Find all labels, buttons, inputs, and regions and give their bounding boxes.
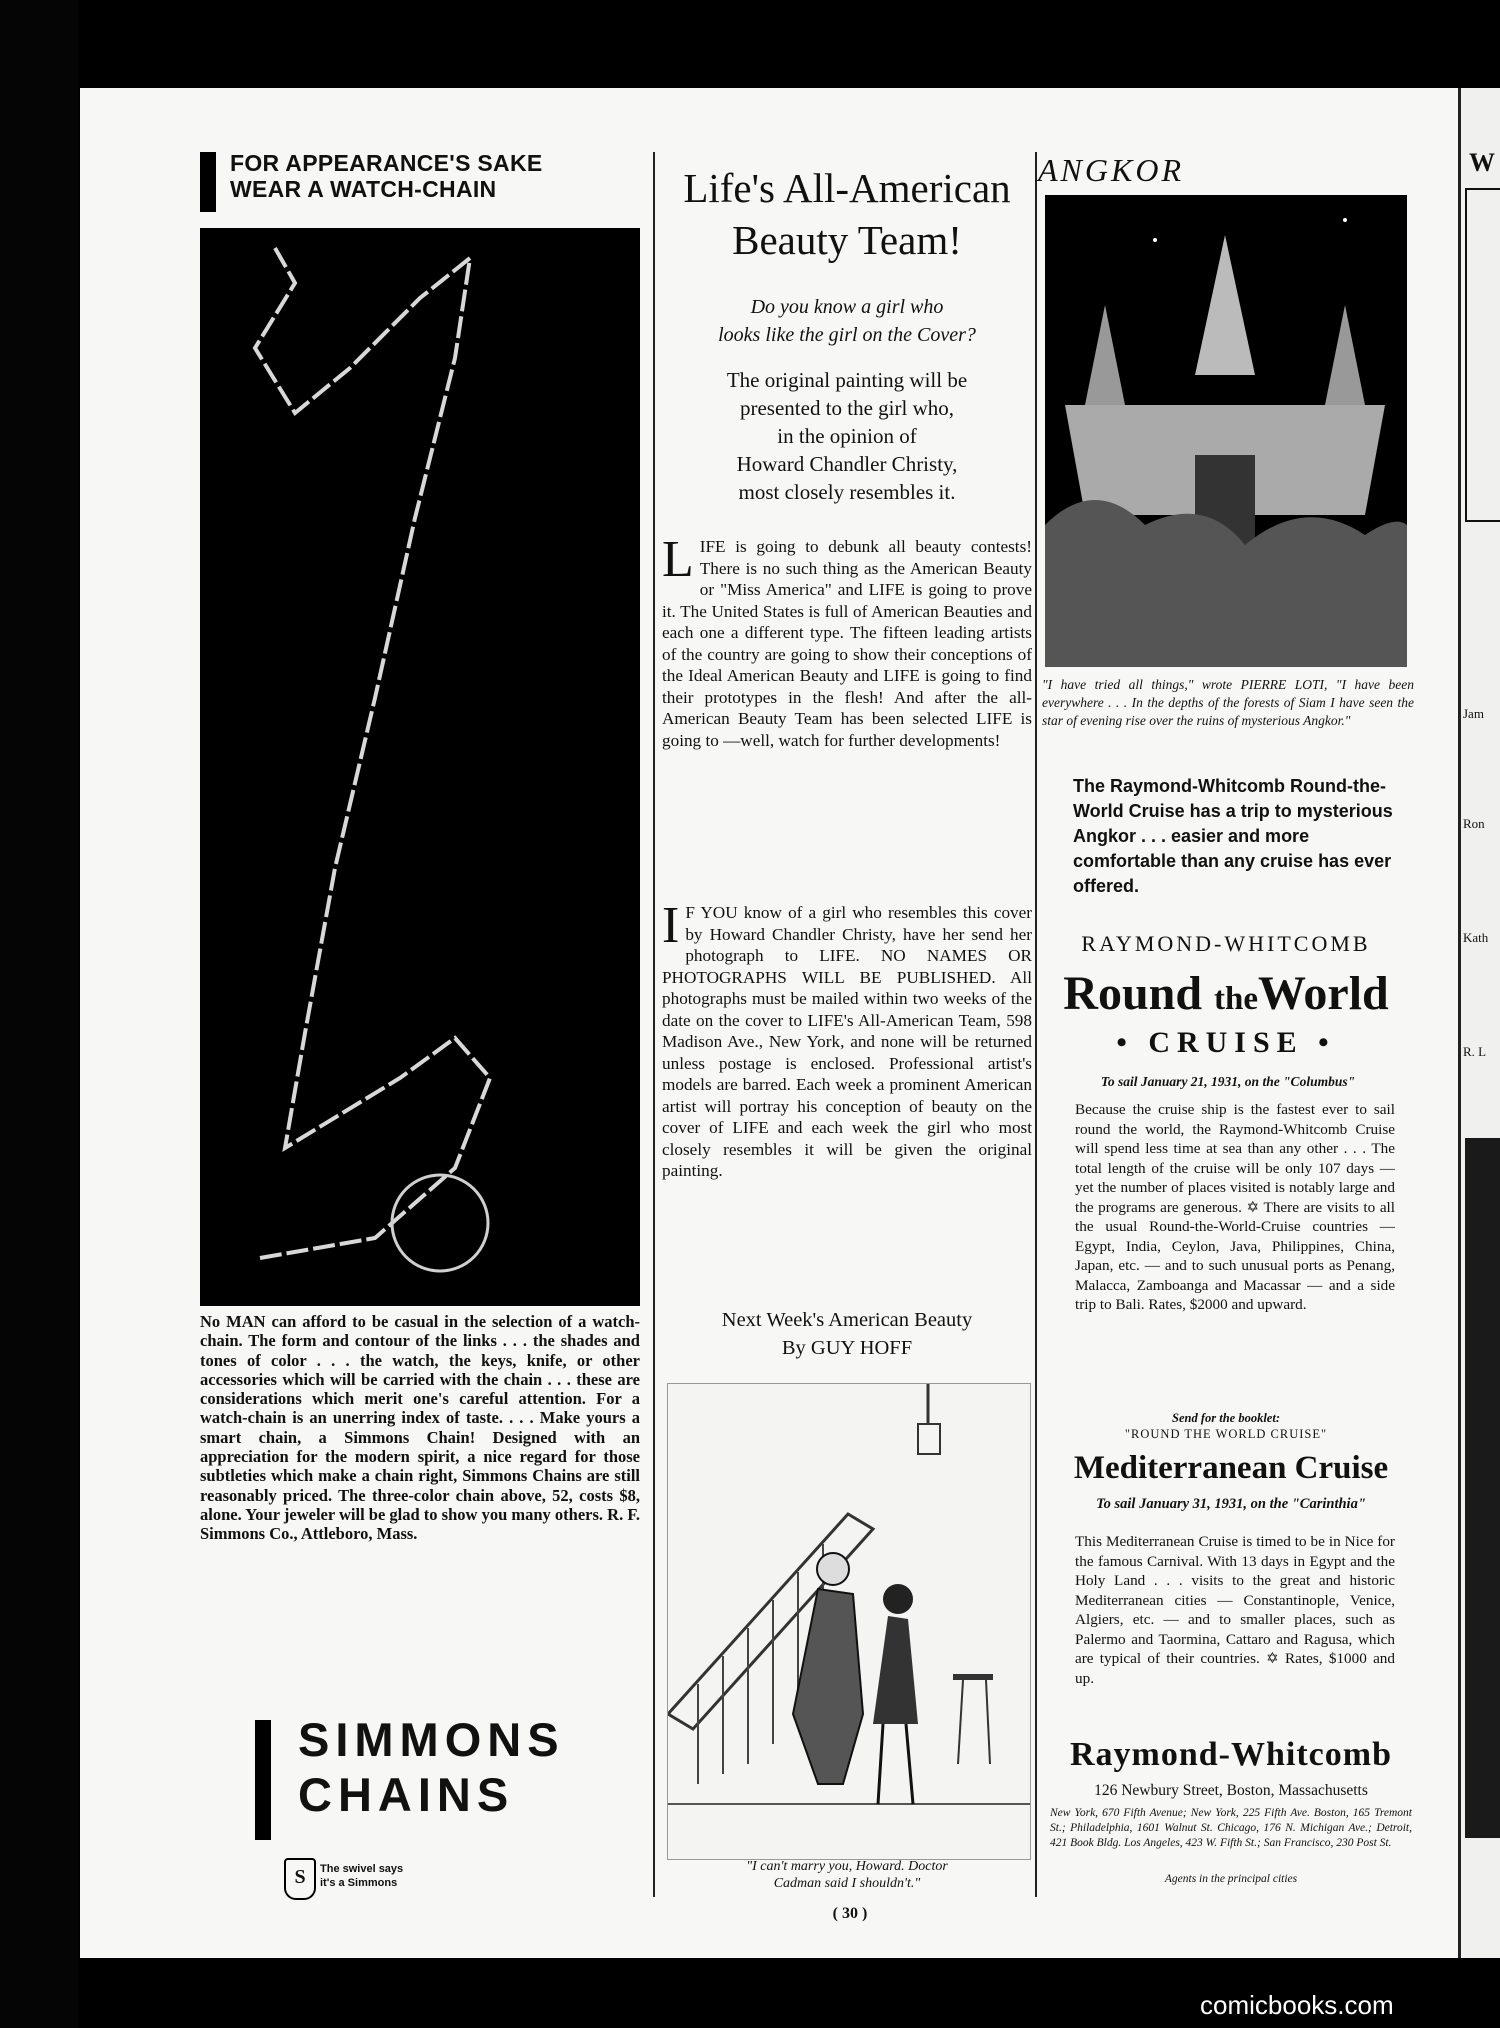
next-page-photo [1465, 1138, 1500, 1838]
beauty-paragraph-2: I F YOU know of a girl who resembles this cover by Howard Chandler Christy, have her send her photograph to LIFE. NO NAMES OR PHOTOGRAPHS WILL BE PUBLISHED. All photographs must be mailed within two weeks of the date on the cover to LIFE's All-American Team, 598 Madison Ave., New York, and none will be returned unless postage is enclosed. Professional artist's models are barred. Each week a prominent American artist will portray his conception of beauty on the cover of LIFE and each week the girl who most closely resembles it will be given the original painting. [662, 897, 1032, 1180]
watch-chain-photo [200, 228, 640, 1306]
med-body: This Mediterranean Cruise is timed to be in Nice for the famous Carnival. With 13 days in Egypt and the Holy Land . . . visits to the great and historic Mediterranean cities — Constantinople, Venice, Algiers, etc. — and to smaller places, such as Palermo and Taormina, Cattaro and Ragusa, which are typical of their countries. ✡ Rates, $1000 and up. [1075, 1533, 1395, 1687]
drop-cap: I [662, 897, 680, 954]
column-rule [1035, 152, 1037, 1897]
beauty-lead: The original painting will be presented to the girl who, in the opinion of Howard Chandler Christy, most closely resembles it. [726, 368, 968, 504]
page-number: ( 30 ) [832, 1905, 868, 1922]
simmons-brand: SIMMONS CHAINS [298, 1713, 565, 1821]
watch-ad-body: No MAN can afford to be casual in the selection of a watch-chain. The form and contour of the links . . . the shades and tones of color . . . the watch, the keys, knife, or other accessories which will be carried with the chain . . . these are considerations which merit one's careful attention. For a watch-chain is an unerring index of taste. . . . Make yours a smart chain, a Simmons Chain! Designed with an appreciation for the modern spirit, a nice regard for those subtleties which make a chain right, Simmons Chains are still reasonably priced. The three-color chain above, 52, costs $8, alone. Your jeweler will be glad to show you many others. R. F. Simmons Co., Attleboro, Mass. [200, 1312, 641, 1544]
beauty-title: Life's All-American Beauty Team! [683, 165, 1011, 263]
beauty-question: Do you know a girl who looks like the girl on the Cover? [718, 296, 976, 346]
next-page-name: Jam [1463, 706, 1484, 721]
next-page-letter: W [1469, 148, 1495, 177]
angkor-caption: "I have tried all things," wrote PIERRE LOTI, "I have been everywhere . . . In the depths of the forests of Siam I have seen the star of evening rise over the ruins of mysterious Angkor." [1042, 677, 1414, 728]
next-page-name: Ron [1463, 816, 1485, 831]
raymond-whitcomb-signature: Raymond-Whitcomb [1069, 1736, 1393, 1773]
company-heading: RAYMOND-WHITCOMB [1081, 931, 1371, 956]
site-watermark: comicbooks.com [1200, 1990, 1394, 2020]
scan-border [0, 0, 78, 2028]
round-the-world-title: Round theWorld [1063, 967, 1389, 1020]
cartoon-caption: "I can't marry you, Howard. Doctor Cadman said I shouldn't." [746, 1859, 948, 1891]
rtw-body: Because the cruise ship is the fastest ever to sail round the world, the Raymond-Whitcomb Cruise will spend less time at sea than any other . . . The total length of the cruise will be only 107 days — yet the number of places visited is notably large and the programs are generous. ✡ There are visits to all the usual Round-the-World-Cruise countries — Egypt, India, Ceylon, Java, Philippines, China, Japan, etc. — and to such unusual ports as Penang, Malacca, Zamboanga and Macassar — and a side trip to Bali. Rates, $2000 and upward. [1075, 1101, 1395, 1313]
booklet-offer: Send for the booklet: "ROUND THE WORLD CRUISE" [1124, 1411, 1328, 1441]
agents-line: Agents in the principal cities [1164, 1873, 1298, 1885]
drop-cap: L [662, 531, 694, 588]
swivel-tagline: The swivel says it's a Simmons [320, 1863, 404, 1889]
next-page-name: Kath [1463, 930, 1489, 945]
headline-bar [200, 152, 216, 212]
cruise-subtitle: • CRUISE • [1116, 1026, 1336, 1059]
watch-ad-headline: FOR APPEARANCE'S SAKE WEAR A WATCH-CHAIN [230, 150, 543, 202]
next-page-table [1465, 188, 1500, 522]
angkor-promo: The Raymond-Whitcomb Round-the-World Cruise has a trip to mysterious Angkor . . . easier and more comfortable than any cruise has ever offered. [1073, 776, 1393, 896]
next-page-edge [1458, 88, 1500, 1958]
angkor-temple-photo [1045, 195, 1407, 667]
brand-bar [255, 1720, 271, 1840]
beauty-paragraph-1: LIFE is going to debunk all beauty contests! There is no such thing as the American Beauty or "Miss America" and LIFE is going to prove it. The United States is full of American Beauties and each one a different type. The fifteen leading artists of the country are going to show their conceptions of the Ideal American Beauty and LIFE is going to find their prototypes in the flesh! And after the all-American Beauty Team has been selected LIFE is going to —well, watch for further developments! [662, 531, 1032, 750]
cartoon-illustration [667, 1383, 1031, 1860]
simmons-logo-icon: S [284, 1858, 316, 1900]
next-page-name: R. L [1463, 1044, 1487, 1059]
med-sail-date: To sail January 31, 1931, on the "Carinthia" [1096, 1496, 1366, 1512]
rtw-sail-date: To sail January 21, 1931, on the "Columbus" [1100, 1074, 1356, 1089]
angkor-heading: ANGKOR [1038, 152, 1184, 188]
mediterranean-title: Mediterranean Cruise [1073, 1450, 1389, 1486]
next-week-notice: Next Week's American Beauty By GUY HOFF [721, 1309, 973, 1359]
branch-offices: New York, 670 Fifth Avenue; New York, 225 Fifth Ave. Boston, 165 Tremont St.; Philadelphia, 1601 Walnut St. Chicago, 176 N. Michigan Ave.; Detroit, 421 Book Bldg. Los Angeles, 423 W. Fifth St.; San Francisco, 230 Post St. [1050, 1807, 1412, 1849]
company-address: 126 Newbury Street, Boston, Massachusetts [1094, 1782, 1368, 1799]
column-rule [653, 152, 655, 1897]
